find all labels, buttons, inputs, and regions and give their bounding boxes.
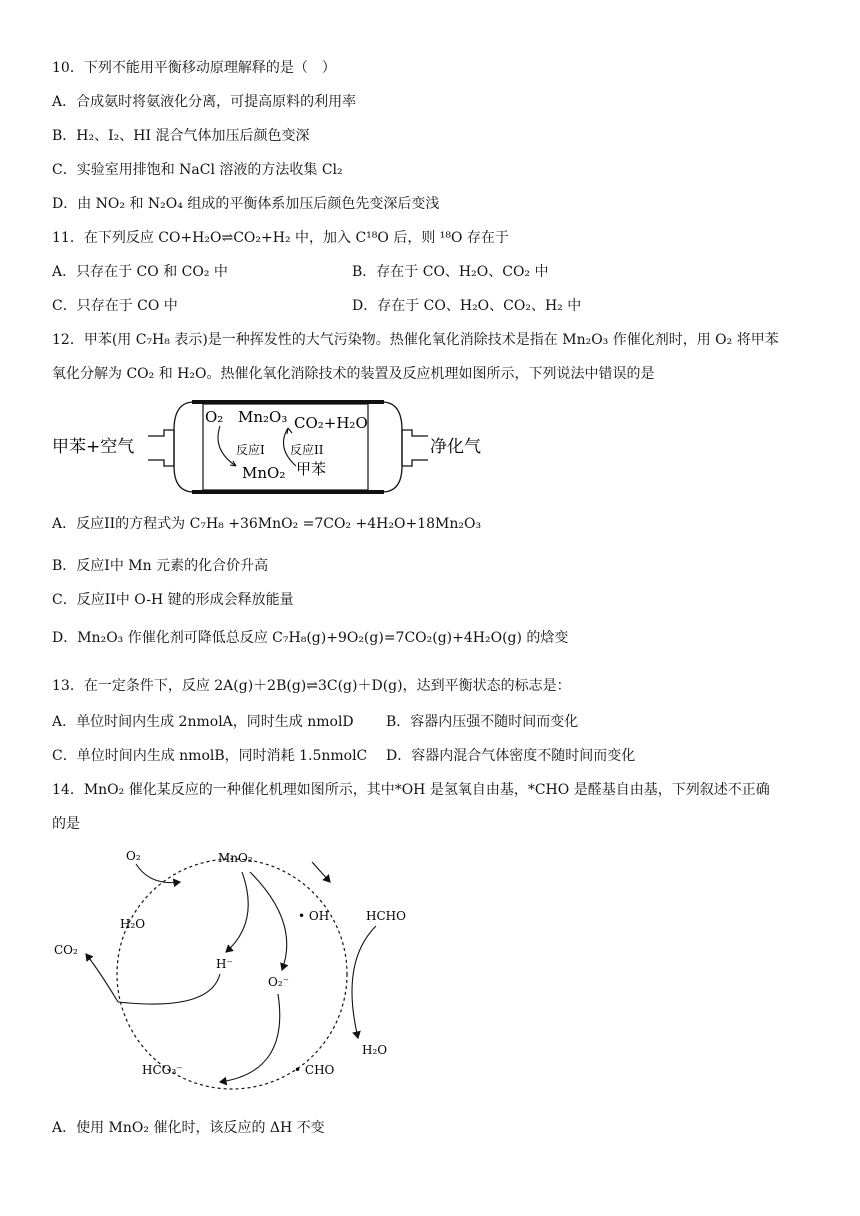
h-minus-label: H⁻ — [216, 957, 233, 971]
q10-option-c: C．实验室用排饱和 NaCl 溶液的方法收集 Cl₂ — [52, 162, 343, 178]
q13-option-d: D．容器内混合气体密度不随时间而变化 — [386, 748, 636, 764]
reaction-1-arrow — [218, 426, 236, 466]
q12-option-a: A．反应II的方程式为 C₇H₈ +36MnO₂ =7CO₂ +4H₂O+18Mn₂O₃ — [52, 516, 482, 532]
q11-option-b: B．存在于 CO、H₂O、CO₂ 中 — [352, 264, 549, 280]
q12-stem-line2: 氧化分解为 CO₂ 和 H₂O。热催化氧化消除技术的装置及反应机理如图所示，下列说法中错误的是 — [52, 366, 655, 382]
q14-option-a: A．使用 MnO₂ 催化时，该反应的 ΔH 不变 — [52, 1120, 325, 1136]
mno2-label: MnO₂ — [218, 851, 253, 865]
mechanism-diagram — [50, 842, 430, 1092]
q12-stem-line1: 12．甲苯(用 C₇H₈ 表示)是一种挥发性的大气污染物。热催化氧化消除技术是指在 Mn₂O₃ 作催化剂时，用 O₂ 将甲苯 — [52, 332, 779, 348]
toluene-label: 甲苯 — [296, 460, 327, 478]
hco3-label: HCO₃⁻ — [142, 1063, 183, 1077]
co2-label: CO₂ — [54, 943, 78, 957]
q13-stem: 13．在一定条件下，反应 2A(g)＋2B(g)⇌3C(g)＋D(g)，达到平衡状态的标志是： — [52, 678, 571, 694]
o2-minus-label: O₂⁻ — [268, 975, 289, 989]
co2-h2o-label: CO₂+H₂O — [294, 414, 368, 432]
mn2o3-label: Mn₂O₃ — [238, 408, 288, 426]
mno2-label: MnO₂ — [242, 464, 286, 482]
q10-option-d: D．由 NO₂ 和 N₂O₄ 组成的平衡体系加压后颜色先变深后变浅 — [52, 196, 440, 212]
q11-stem: 11．在下列反应 CO+H₂O⇌CO₂+H₂ 中，加入 C¹⁸O 后，则 ¹⁸O 存在于 — [52, 230, 509, 246]
o2-label: O₂ — [126, 849, 141, 863]
catalytic-cycle — [117, 859, 347, 1089]
q10-stem: 10．下列不能用平衡移动原理解释的是（ ） — [52, 60, 336, 76]
q13-option-b: B．容器内压强不随时间而变化 — [386, 714, 579, 730]
cho-radical-label: • CHO — [294, 1063, 335, 1077]
inlet-label: 甲苯+空气 — [52, 437, 135, 457]
q11-option-c: C．只存在于 CO 中 — [52, 298, 178, 314]
reactor-diagram — [52, 392, 492, 502]
q14-stem-line1: 14．MnO₂ 催化某反应的一种催化机理如图所示，其中*OH 是氢氧自由基，*CHO 是醛基自由基，下列叙述不正确 — [52, 782, 770, 798]
o2-label: O₂ — [205, 408, 224, 426]
q11-option-d: D．存在于 CO、H₂O、CO₂、H₂ 中 — [352, 298, 582, 314]
q10-option-b: B．H₂、I₂、HI 混合气体加压后颜色变深 — [52, 128, 310, 144]
q12-option-b: B．反应I中 Mn 元素的化合价升高 — [52, 558, 269, 574]
h2o-right-label: H₂O — [362, 1043, 388, 1057]
reaction-1-label: 反应I — [236, 443, 265, 457]
h2o-top-label: H₂O — [120, 917, 146, 931]
reaction-2-label: 反应II — [290, 443, 324, 457]
q14-stem-line2: 的是 — [52, 816, 80, 832]
oh-radical-label: • OH — [298, 909, 330, 923]
hcho-label: HCHO — [366, 909, 406, 923]
q12-option-d: D．Mn₂O₃ 作催化剂可降低总反应 C₇H₈(g)+9O₂(g)=7CO₂(g)+4H₂O(g) 的焓变 — [52, 630, 569, 646]
q11-option-a: A．只存在于 CO 和 CO₂ 中 — [52, 264, 228, 280]
q12-option-c: C．反应II中 O-H 键的形成会释放能量 — [52, 592, 294, 608]
q10-option-a: A．合成氨时将氨液化分离，可提高原料的利用率 — [52, 94, 357, 110]
q13-option-a: A．单位时间内生成 2nmolA，同时生成 nmolD — [52, 714, 354, 730]
q13-option-c: C．单位时间内生成 nmolB，同时消耗 1.5nmolC — [52, 748, 368, 764]
outlet-label: 净化气 — [430, 437, 481, 457]
